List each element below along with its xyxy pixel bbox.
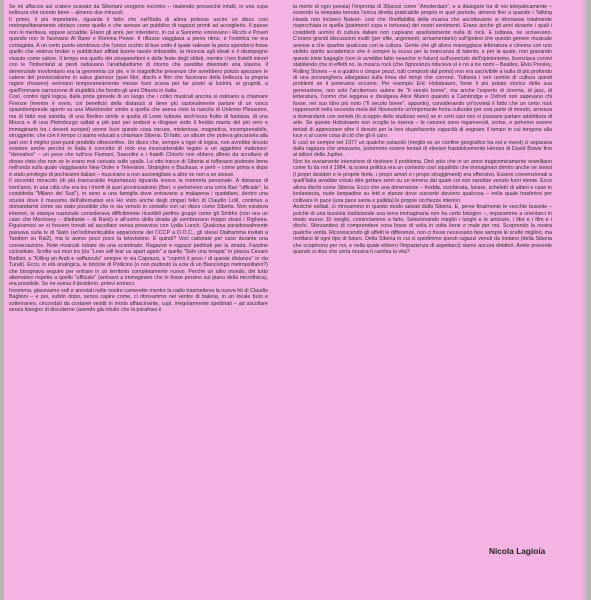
author-signature: Nicola Lagioia [489,546,546,556]
paragraph: Il secondo miracolo (di più trascurabile importanza) riguarda invece la memoria personale. A distanza di trent'anni, in una città che era tra i trionfi di quel provincialismo (Bari, o perlomeno una certa Bari "ufficiale", la cosiddetta "Milano del Sud"), in seno a una famiglia dove entravano a malapena i quotidiani, dentro una scuola dove il massimo dell'alternativo era Ho visto anche degli zingari felici di Claudio Lolli, continuo a domandarmi come sia stato possibile che io sia venuto in contatto con un disco come Siberia. Non esisteva internet, la stampa nazionale considerava difficilmente ricevibili perfino gruppi come gli Smiths (non era un caso che Morrissey – dilettante – di Rank) e all'uomo della strada gli sembravano troppo strani i Righeira. Figuriamoci se si fossero trovati ad ascoltare senza preavviso con Lydia Lunch. Qualcosa paradossalmente passava sulla tv di Stato (un'indimenticabile apparizione dei CCCP a D.O.C., gli stessi Diaframma invitati a Tandem su Rai2), ma lo avevo poco poco la televisione. E quindi? Voci catturate per caso durante una conversazione. Note musicali rubate da una scantinato. Ragazze e ragazzi pedinati per la strada. Fanzine ciclostilate. Scritte sui muri tra (da "Love will tear us apart again" a quella "Solo una terapia" in piazza Cesare Battisti, a "Killing an Arab e vaffanculo" sempre in via Caprazzi, a "coprirò il peso / di queste distanze" in via Turati). Ecco, in età analogica, le briciole di Pollicino (o non piuttosto la scia di un Biancoingo metropolitano?) che bisognava seguire per entrare in un territorio completamente nuovo. Perché un altro mondo, del tutto alternativo rispetto a quello "ufficiale" (arrivavo a immaginare che lo fosse persino sul piano della microfisica), era possibile. Se ne aveva il desiderio, potevi entrarci. [9,178,268,288]
paragraph: Insomma, giacevamo sotl e annoiati nelle nostre camerette mentre la radio trasmetteva la nuova hit di Claudio Baglioni – e poi, subito dopo, senza capire come, ci ritrovammo nel ventre di balena, in un locale buio e sotterraneo, circondati da costanei vestiti in modo affascinante, cupi, irregolarmente spettinati – ad ascoltare senza bisogno di discuterne (avendo già intuito che la parafrasi è [9,287,268,314]
paragraph: Non ho ovviamente intenzione di risolvere il problema. Dirò solo che in un anno tragicomicamente orwelliano come fu da noi il 1984, la scena politica era un contesto così squallido che immaginavi dentro anche se stessi (i propri desideri e le proprie ferite, i propri amori e i propri struggimenti) era offensivo. Essere convenzionati a quell'Italia avrebbe voluto dire gettare semi su un terreno dal quale coi non sarebbe venuto fuori niente. Ecco allora dischi come Siberia. Ecco che una dimensione – fredda, scorbinata, lunare, scheletri di alberi e case in lontananza, nude lampadine su letti e stanze dove succede davvero qualcosa – nella quale trasferirsi per coltivare in pace (una pace santa e pallida) le proprie ricchezze interiori. [293,158,552,204]
right-text-column [293,4,552,256]
paragraph: Se mi affaccio sul cratere scavato da Siberiani vengono incontro – risalendo pressoché intatti, in una cupa bellezza che ricordo bene – almeno due miracoli. [9,4,268,17]
paragraph: Così, contro ogni logica, dalla porta girevole di un luogo che i critici musicali ancora si ostinano a chiamare Firenze (mentre è ovvio, col beneficio della distanza si deve più razionalmente parlare di un varco spaziotemporale aperto su una Manchester simile a quella che aveva visto la nascita di Unknow Pleasures, ma di fatto mai esistita, di una Berlino simile a quella di Lowe tuttavia anch'essa frutto di fantasia, di una Mosca e di una Pietroburgo saltati a piè pari per andarsi a rifugiare sotto il freddo manto del più vero e immaginario tra i deserti europei) venne fuori questo cosa oscura, misteriosa, magnetica, incomprensibile, struggente, che con il tempo ci siamo educati a chiamare Siberia. Di fatto, un album che poteva giocarsela alla pari con il miglior post-punk prodotto oltreconfine. Un disco che, sempre a rigor di logica, non avrebbe dovuto esistere anche perché in Italia il concetto di rock era inconsiderabile legato a un aggettivo malizioso: "derivativo" – un peso che tutt'ora Fiumani, Sassolini e i fratelli Chiochi non ebbero difeso da scrollarsi di dosso visto che non se lo erano mai caricato sulle spalle. Le otto tracce di Siberia si tuffavano piuttosto bene nell'onda sulla quale viaggiavano New Order e Television, Strangles e Bauhaus, e però – come prima e dopo è stato privilegio di pochissimi italiani – riuscivano a non assomigliare a altre se non a se stesse. [9,94,268,178]
paragraph: E così se sempre nel 1977 un qualche ostacolo (meglio se un confine geografico tra est e ovest) ci separava dalla ragazza che amavamo, potremmo essere tentati di elevare frasidolcemente Heroes di David Bowie fino ai talloni della Jupiter. [293,139,552,159]
booklet-page [4,0,586,600]
left-text-column [9,4,268,314]
page-edge-shadow [580,0,586,600]
paragraph: Il primo, il più importante, riguarda il fatto che nell'Italia di allora potesse uscire un disco così metropolitanamente ubriaco come quello e che avesse un pubblico di ragazzi pronti ad accoglierlo. Il paese non lo meritava, eppure accadde. Erano gli anni, per intenderci, in cui a Sanremo vincevano i Ricchi e Poveri quando non lo facevano Al Bano e Romina Power. Il riflusso viaggiava a pieno ritmo, e l'estetica ne era contagiata. A un certo punto sembrava che l'unico occhio di bue sotto il quale valesse la pena spendersi fosse quello che vedeva broker e pubblicitari affilati buone tavole imbandite, la rinuncia agli ideali e il disimpegno vissuto come valore. Il tempo era quello dei cinepanettoni e delle feste degli stilisti, mentre i loro fratelli minori con le Timberland ai piedi radiavano l'analfabetismo di ritorno che sarebbe diventato una slavina. Il demenziale involontario era la geometria coi pie, e le magnifiche presenze che avrebbero potuto spezzare le catene del provincialismo in salsa glamour (quei libri, dischi e film che facevano della bellezza la propria ragion d'essere) venivano temporaneamente messe fuori scena per far posto ai lustrini, ai grugniti, a quell'immane carrozzone di stupidità che fornito gli anni Ottanta in Italia. [9,16,268,94]
paragraph: la morte di ogni poesia) l'impronta di 30pezzi come "Amsterdam", e a dialogare tra di noi telepaticamente – essendo la telepatia tornata l'unica diretta praticabile proprio in quel periodo, almeno fino a quando i Talking Heads non incisero Naked– così che l'ineffabilità della musica che ascoltavamo si ritrovasse totalmente rispecchiata in quella (parimenti cupa e tortuosa) dei nostri sentimenti. Erano anche gli anni durante i quali i cosiddetti uomini di cultura italiani non capivano assolutamente nulla di rock. E tuttavia, ne scrivevano. C'erano grandi discussioni inutili (per sfile, argomenti, armamentario) sull'ipotesi che questo genere musicale avesse a che spartire qualcosa con la cultura. Gente che gli allora maneggiava letteratura e cinema con uno stolido spirito accademico che è sempre la scusa per la mancanza di talento, e per la quale, non gravando questo triste bagaglio (non lo avrebbe fatto neanche in futuro) sull'esercizio dell'opinionismo, licenziava corsivi stabilendo che in effetti no, la musica rock (che l'ignoranza riduceva sì e no a tre nomi – Beatles, Elvis Presley, Rolling Stones – e a quattro o cinque pezzi, tutti composti dal primo) non era ascrivibile a nulla di più profondo di una pozzanghera allargatasi sulla linea dei tempi che corrono. Tuttavia i veri uomini di cultura questi problemi se li ponevano eccome. Per esempio Eric Hobsbawm, forse il più potato storico della sua generazione, non solo l'arcitemuro autore de "Il secolo breve", ma anche l'esperto di cinema, di jazz, di letteratura, l'uomo che leggeva e divulgava Alice Munro quando a Cambridge e Oxford non sapevano chi fosse, nel suo libro più noto ("Il secolo breve", appunto), considerando un'ovvietà il fatto che un certo rock rappresenti nella seconda metà del Novecento un'importante forza culturale per una parte di mondo, arrivava a domandarsi con serietà (lo scoppio dello studioso vero) se in certi casi non si possano parlare addirittura di arte. Se questo Hobsbawm non scoglie la riserva – le canzoni sono ingannevoli, scrive, e potremo essere tentati di apprezzare oltre il dovuto per la loro stupefacente capacità di segnare il tempo in cui tengono alla luce o al cuore cosa di ciò che gli è caro. [293,4,552,140]
paragraph: Anziché esiliati, ci ritrovammo in questo modo salvati dalla Siberia. E, perse finalmente le vecchie bussole – poiché di una bussola tradizionale una terra immaginaria non ha certo bisogno –, imparammo a orientarci in modo nuovo. Di meglio, cominciammo a farlo. Selezionando meglio i luoghi e le amicizie, i libri e i film e i dischi. Sforzandoci di comprendere cosa fosse di volta in volta bene e male per noi. Scoprendo la nostra qualche verità. Riconoscendo gli affetti le differenze, non ci fosse necessario fare sempre le scelte migliori, ma rivoltarsi di ogni tipo di futuro. Della Siberia in cui ci spedimmo questi ragazzi venuti da lontano (della Siberia che scoprirono per noi, e nella quale ebbero l'impazienza di aspettarci) siamo ancora debitori. Avete presente quando si dice che certa musica ti cambia la vita? [293,204,552,256]
